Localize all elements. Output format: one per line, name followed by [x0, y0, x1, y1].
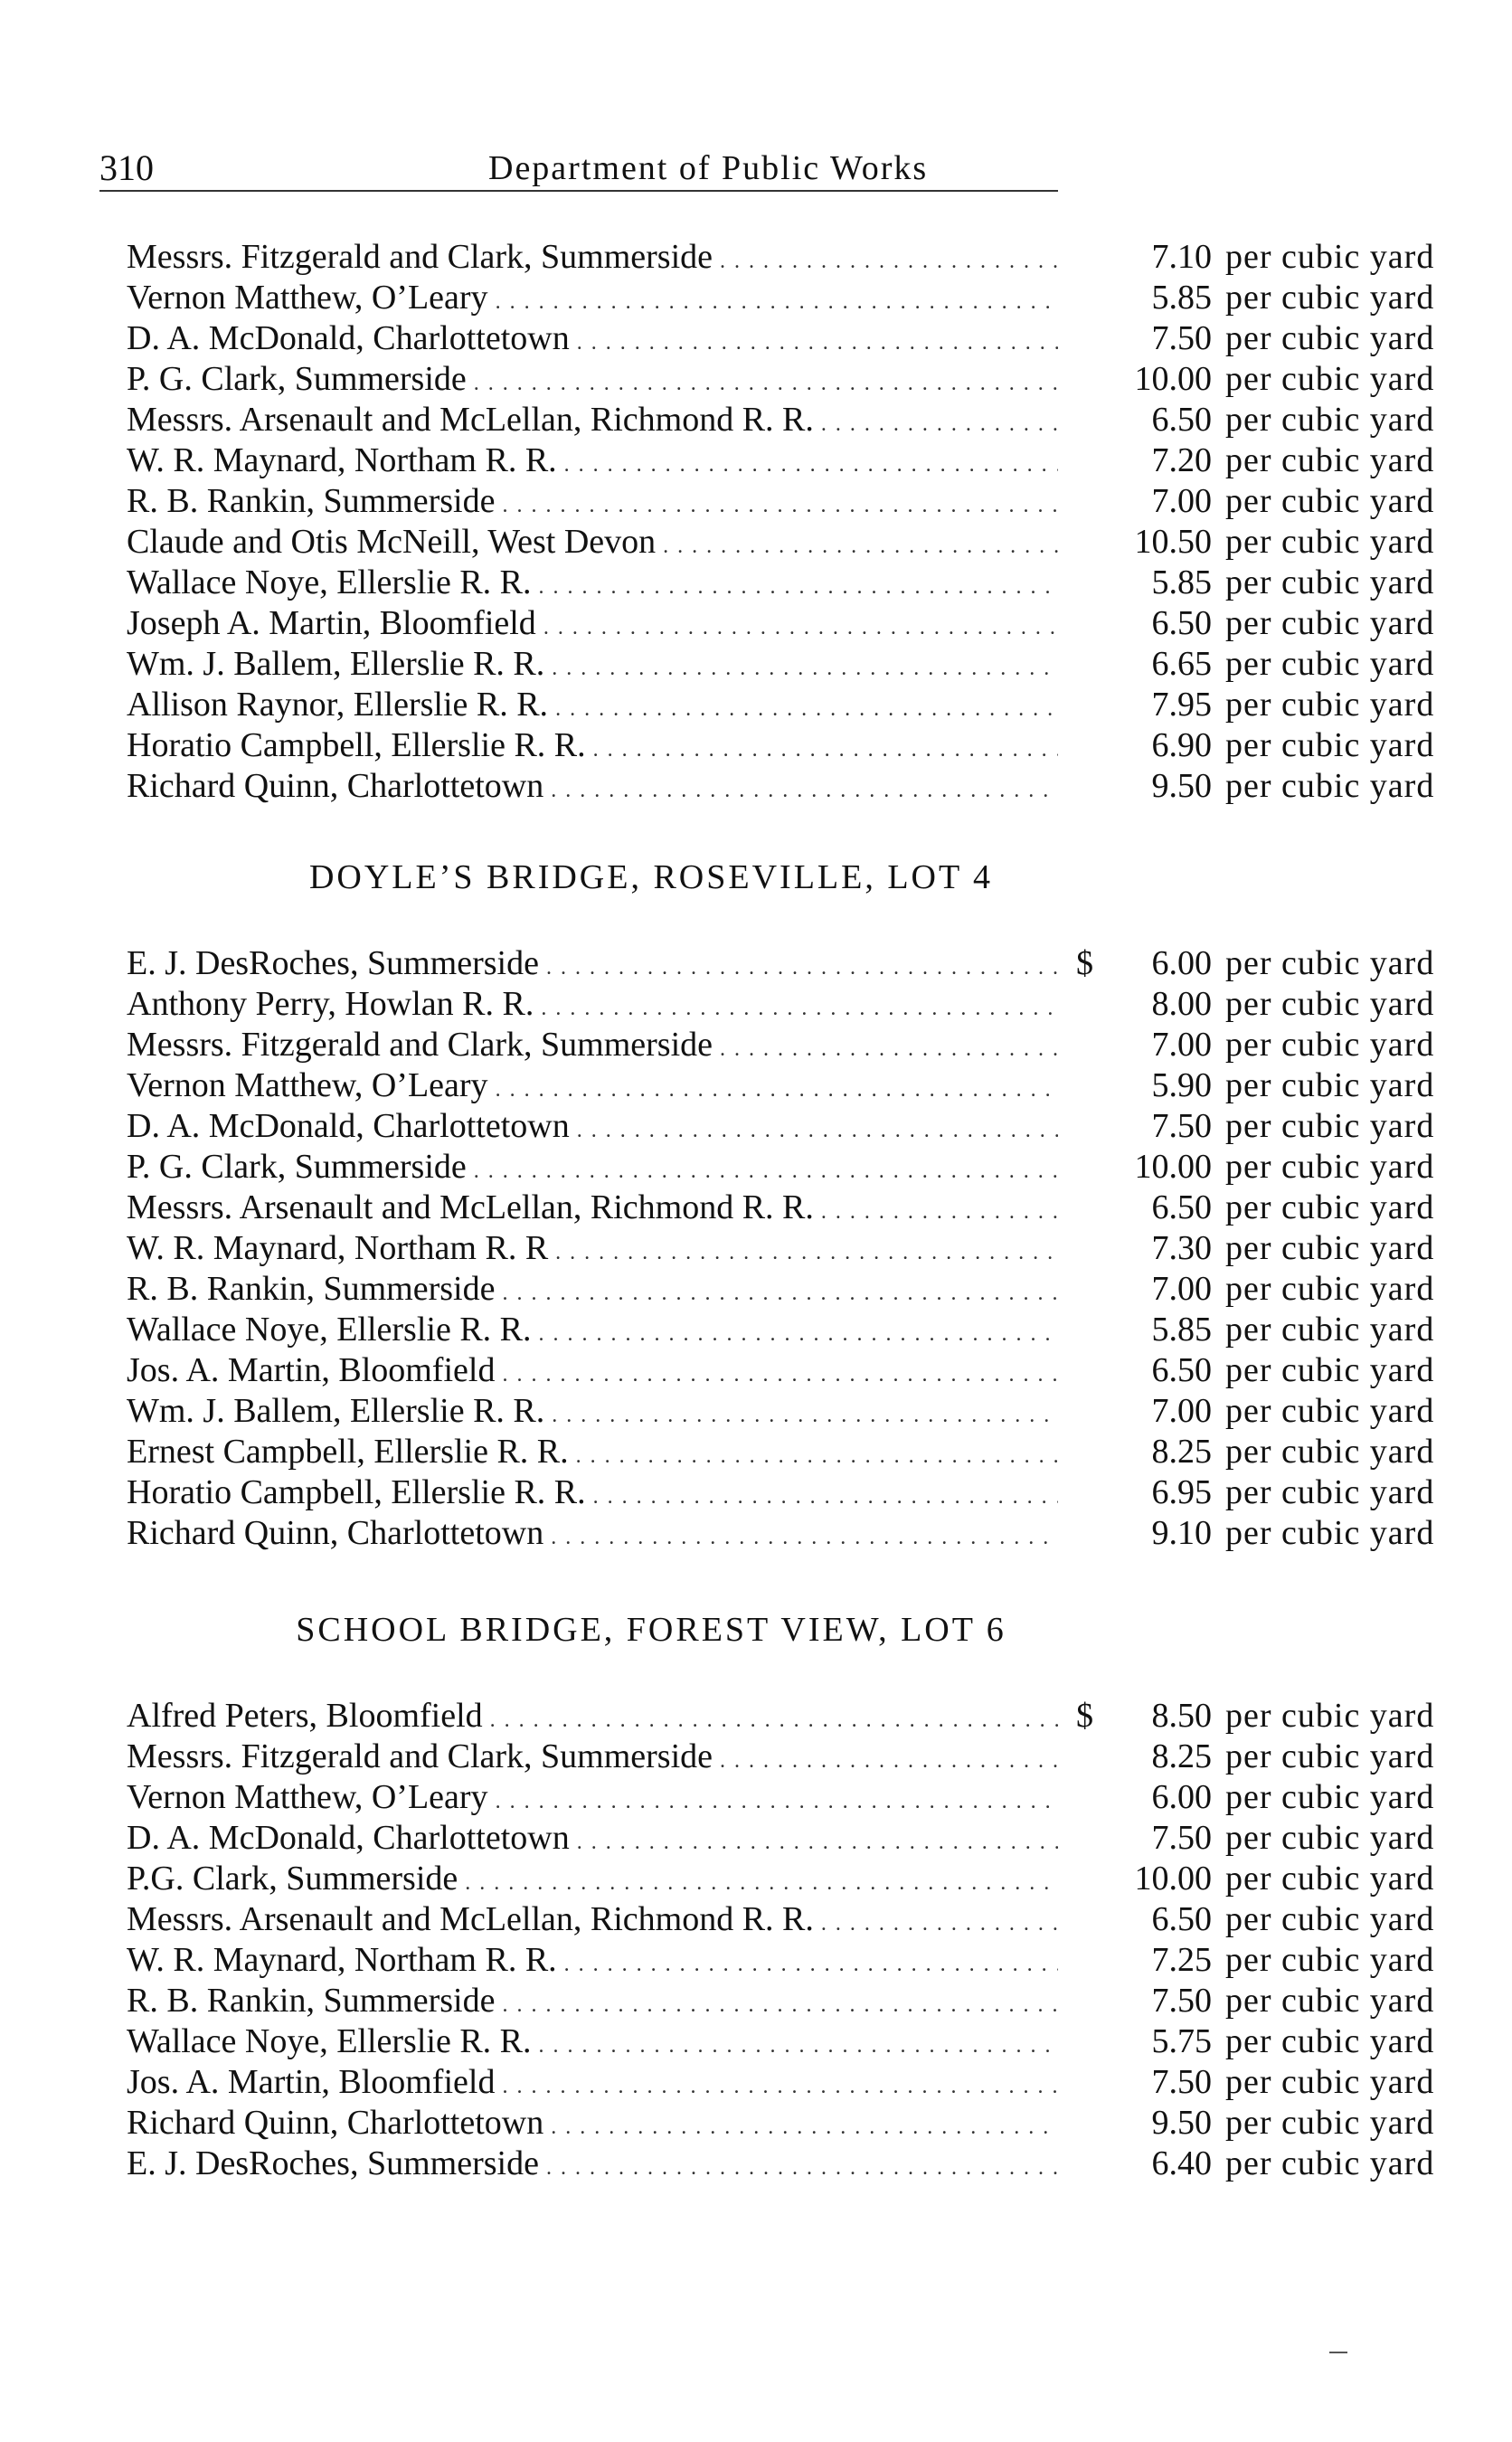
price-unit: per cubic yard: [1225, 1737, 1435, 1775]
bidder-name: Richard Quinn, Charlottetown . . .: [127, 1513, 1058, 1553]
bidder-name: P. G. Clark, Summerside . . .: [127, 1147, 1058, 1187]
price-value: 6.00: [1151, 1778, 1212, 1816]
price-value: 5.85: [1151, 563, 1212, 601]
price-value: 7.50: [1151, 1819, 1212, 1857]
price-value: 10.00: [1134, 360, 1212, 398]
bidder-name: Alfred Peters, Bloomfield . . .: [127, 1696, 1058, 1736]
price-unit: per cubic yard: [1225, 1473, 1435, 1511]
price-unit: per cubic yard: [1225, 1229, 1435, 1267]
page-footer-dash: [1329, 2352, 1347, 2353]
bidder-name: Wm. J. Ballem, Ellerslie R. R. . . .: [127, 1391, 1058, 1431]
price-value: 8.00: [1151, 985, 1212, 1023]
section-heading: DOYLE’S BRIDGE, ROSEVILLE, LOT 4: [308, 858, 994, 896]
price-unit: per cubic yard: [1225, 482, 1435, 520]
bidder-name: D. A. McDonald, Charlottetown . . .: [127, 1106, 1058, 1146]
page-number: 310: [99, 147, 154, 188]
bidder-name: Wallace Noye, Ellerslie R. R. . . .: [127, 563, 1058, 602]
price-unit: per cubic yard: [1225, 523, 1435, 561]
price-unit: per cubic yard: [1225, 1311, 1435, 1349]
price-value: 5.90: [1151, 1066, 1212, 1104]
price-value: 6.90: [1151, 726, 1212, 764]
price-unit: per cubic yard: [1225, 1026, 1435, 1064]
bidder-name: Messrs. Fitzgerald and Clark, Summerside . . .: [127, 1737, 1058, 1776]
price-unit: per cubic yard: [1225, 1351, 1435, 1389]
dollar-sign: $: [1076, 944, 1093, 982]
bidder-name: R. B. Rankin, Summerside . . .: [127, 481, 1058, 521]
page-header: [99, 136, 1058, 192]
bidder-name: W. R. Maynard, Northam R. R. . . .: [127, 1940, 1058, 1980]
bidder-name: P. G. Clark, Summerside . . .: [127, 359, 1058, 399]
bidder-name: R. B. Rankin, Summerside . . .: [127, 1981, 1058, 2021]
price-value: 7.00: [1151, 1392, 1212, 1430]
price-value: 6.65: [1151, 645, 1212, 683]
price-unit: per cubic yard: [1225, 1433, 1435, 1471]
bidder-name: Horatio Campbell, Ellerslie R. R. . . .: [127, 725, 1058, 765]
price-value: 6.50: [1151, 1351, 1212, 1389]
price-value: 7.20: [1151, 441, 1212, 479]
price-unit: per cubic yard: [1225, 1819, 1435, 1857]
price-value: 7.50: [1151, 1982, 1212, 2020]
price-unit: per cubic yard: [1225, 2104, 1435, 2142]
price-unit: per cubic yard: [1225, 726, 1435, 764]
bidder-name: Wallace Noye, Ellerslie R. R. . . .: [127, 1310, 1058, 1349]
price-value: 7.00: [1151, 1270, 1212, 1308]
dollar-sign: $: [1076, 1697, 1093, 1735]
bidder-name: Richard Quinn, Charlottetown . . .: [127, 766, 1058, 806]
price-unit: per cubic yard: [1225, 360, 1435, 398]
bidder-name: W. R. Maynard, Northam R. R. . . .: [127, 440, 1058, 480]
price-value: 6.50: [1151, 604, 1212, 642]
bidder-name: P.G. Clark, Summerside . . .: [127, 1859, 1058, 1898]
price-unit: per cubic yard: [1225, 1941, 1435, 1979]
bidder-name: Jos. A. Martin, Bloomfield . . .: [127, 2062, 1058, 2102]
bidder-name: Jos. A. Martin, Bloomfield . . .: [127, 1350, 1058, 1390]
bidder-name: Messrs. Fitzgerald and Clark, Summerside . . .: [127, 237, 1058, 277]
price-unit: per cubic yard: [1225, 1860, 1435, 1898]
price-value: 6.50: [1151, 1900, 1212, 1938]
price-unit: per cubic yard: [1225, 279, 1435, 317]
price-value: 6.50: [1151, 401, 1212, 439]
bidder-name: Richard Quinn, Charlottetown . . .: [127, 2103, 1058, 2143]
price-value: 6.00: [1151, 944, 1212, 982]
price-value: 7.25: [1151, 1941, 1212, 1979]
price-unit: per cubic yard: [1225, 1900, 1435, 1938]
bidder-name: Messrs. Arsenault and McLellan, Richmond R. R. . . .: [127, 1188, 1058, 1227]
price-value: 7.50: [1151, 1107, 1212, 1145]
bidder-name: E. J. DesRoches, Summerside . . .: [127, 943, 1058, 983]
price-value: 5.85: [1151, 1311, 1212, 1349]
price-value: 5.75: [1151, 2022, 1212, 2060]
price-unit: per cubic yard: [1225, 1514, 1435, 1552]
price-value: 7.00: [1151, 482, 1212, 520]
section-heading: SCHOOL BRIDGE, FOREST VIEW, LOT 6: [296, 1611, 1006, 1649]
bidder-name: E. J. DesRoches, Summerside . . .: [127, 2144, 1058, 2183]
price-unit: per cubic yard: [1225, 1270, 1435, 1308]
price-unit: per cubic yard: [1225, 944, 1435, 982]
price-unit: per cubic yard: [1225, 441, 1435, 479]
price-unit: per cubic yard: [1225, 1188, 1435, 1226]
price-value: 7.10: [1151, 238, 1212, 276]
bidder-name: Wm. J. Ballem, Ellerslie R. R. . . .: [127, 644, 1058, 684]
price-value: 6.95: [1151, 1473, 1212, 1511]
bidder-name: Vernon Matthew, O’Leary . . .: [127, 278, 1058, 317]
price-value: 8.25: [1151, 1737, 1212, 1775]
price-value: 7.95: [1151, 686, 1212, 724]
price-value: 9.50: [1151, 767, 1212, 805]
price-value: 6.40: [1151, 2144, 1212, 2182]
price-value: 7.00: [1151, 1026, 1212, 1064]
price-value: 8.50: [1151, 1697, 1212, 1735]
price-unit: per cubic yard: [1225, 645, 1435, 683]
price-unit: per cubic yard: [1225, 1982, 1435, 2020]
price-unit: per cubic yard: [1225, 2063, 1435, 2101]
price-unit: per cubic yard: [1225, 2022, 1435, 2060]
price-unit: per cubic yard: [1225, 563, 1435, 601]
bidder-name: W. R. Maynard, Northam R. R . . .: [127, 1228, 1058, 1268]
price-unit: per cubic yard: [1225, 2144, 1435, 2182]
price-value: 6.50: [1151, 1188, 1212, 1226]
price-unit: per cubic yard: [1225, 604, 1435, 642]
bidder-name: Allison Raynor, Ellerslie R. R. . . .: [127, 685, 1058, 724]
bidder-name: Joseph A. Martin, Bloomfield . . .: [127, 603, 1058, 643]
bidder-name: Wallace Noye, Ellerslie R. R. . . .: [127, 2021, 1058, 2061]
price-value: 5.85: [1151, 279, 1212, 317]
price-unit: per cubic yard: [1225, 1066, 1435, 1104]
bidder-name: D. A. McDonald, Charlottetown . . .: [127, 318, 1058, 358]
price-value: 7.50: [1151, 2063, 1212, 2101]
price-unit: per cubic yard: [1225, 1697, 1435, 1735]
price-unit: per cubic yard: [1225, 767, 1435, 805]
bidder-name: Messrs. Arsenault and McLellan, Richmond R. R. . . .: [127, 1899, 1058, 1939]
price-value: 7.50: [1151, 319, 1212, 357]
bidder-name: Vernon Matthew, O’Leary . . .: [127, 1777, 1058, 1817]
running-title: Department of Public Works: [488, 149, 929, 187]
price-unit: per cubic yard: [1225, 401, 1435, 439]
price-unit: per cubic yard: [1225, 686, 1435, 724]
bidder-name: Vernon Matthew, O’Leary . . .: [127, 1065, 1058, 1105]
bidder-name: Horatio Campbell, Ellerslie R. R. . . .: [127, 1472, 1058, 1512]
price-value: 8.25: [1151, 1433, 1212, 1471]
price-unit: per cubic yard: [1225, 1107, 1435, 1145]
price-value: 10.00: [1134, 1148, 1212, 1186]
price-value: 9.50: [1151, 2104, 1212, 2142]
price-unit: per cubic yard: [1225, 319, 1435, 357]
price-value: 7.30: [1151, 1229, 1212, 1267]
bidder-name: R. B. Rankin, Summerside . . .: [127, 1269, 1058, 1309]
bidder-name: Messrs. Arsenault and McLellan, Richmond R. R. . . .: [127, 400, 1058, 440]
price-unit: per cubic yard: [1225, 985, 1435, 1023]
price-value: 9.10: [1151, 1514, 1212, 1552]
price-unit: per cubic yard: [1225, 1392, 1435, 1430]
bidder-name: Anthony Perry, Howlan R. R. . . .: [127, 984, 1058, 1024]
price-value: 10.00: [1134, 1860, 1212, 1898]
price-unit: per cubic yard: [1225, 1778, 1435, 1816]
bidder-name: Ernest Campbell, Ellerslie R. R. . . .: [127, 1432, 1058, 1472]
price-unit: per cubic yard: [1225, 1148, 1435, 1186]
price-unit: per cubic yard: [1225, 238, 1435, 276]
bidder-name: Messrs. Fitzgerald and Clark, Summerside . . .: [127, 1025, 1058, 1065]
bidder-name: Claude and Otis McNeill, West Devon . . .: [127, 522, 1058, 562]
bidder-name: D. A. McDonald, Charlottetown . . .: [127, 1818, 1058, 1858]
price-value: 10.50: [1134, 523, 1212, 561]
